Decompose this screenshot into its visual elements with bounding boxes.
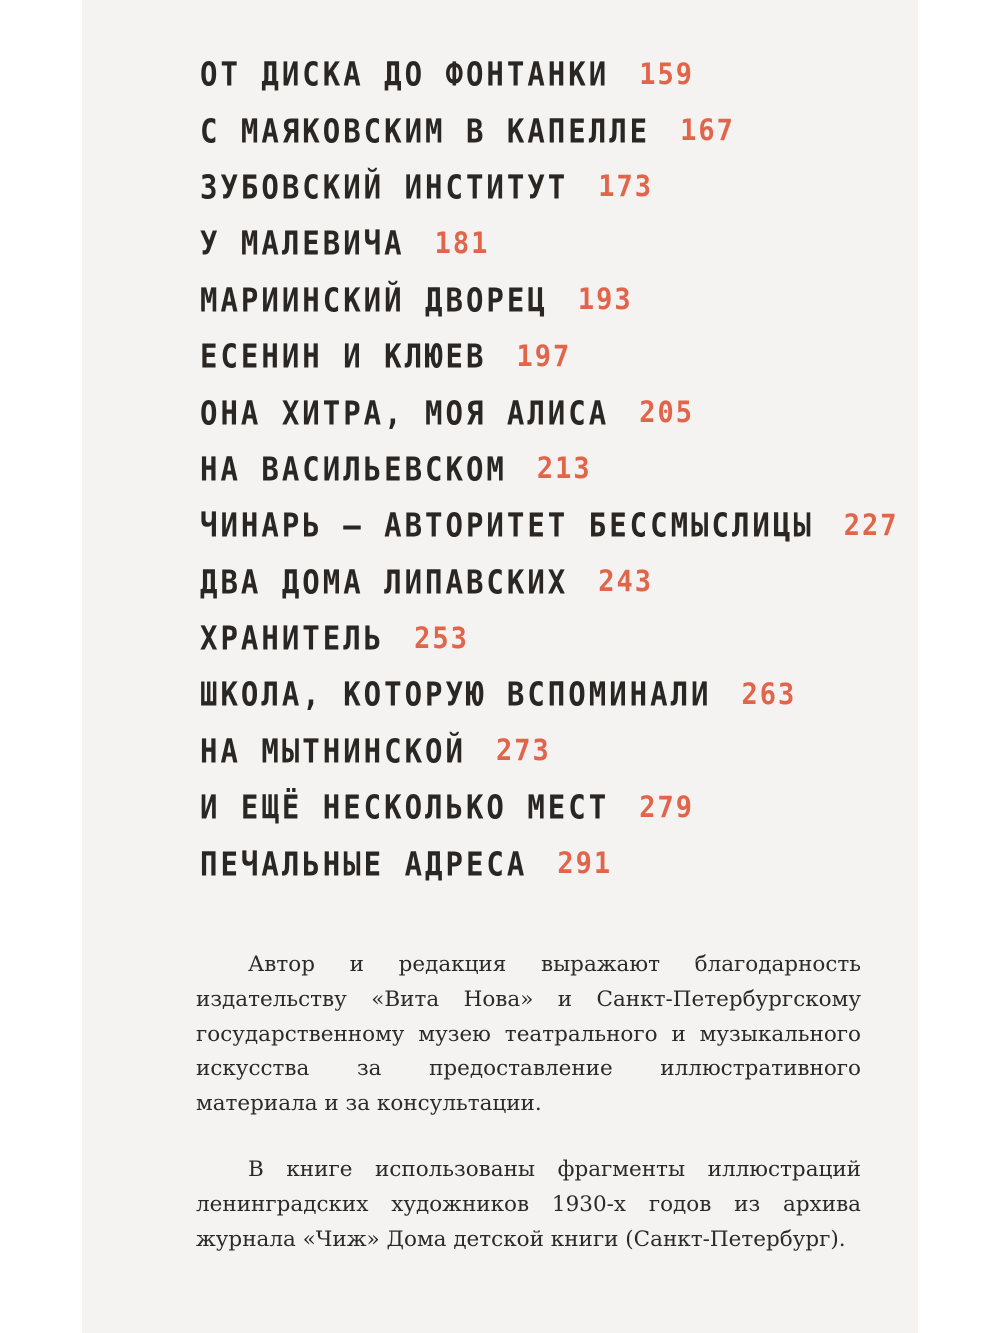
toc-entry-page: 197 [516, 339, 572, 374]
toc-entry-title: ДВА ДОМА ЛИПАВСКИХ [200, 562, 569, 602]
toc-entry [200, 554, 900, 610]
toc-entry-page: 167 [680, 113, 735, 148]
toc-entry-page: 273 [495, 733, 551, 768]
toc-entry-title: НА ВАСИЛЬЕВСКОМ [200, 449, 507, 489]
toc-entry-page: 173 [598, 169, 654, 205]
toc-entry-title: И ЕЩЁ НЕСКОЛЬКО МЕСТ [200, 787, 610, 827]
toc-entry [200, 666, 900, 722]
toc-entry [200, 46, 900, 102]
toc-entry-title: НА МЫТНИНСКОЙ [200, 731, 466, 771]
toc-entry [200, 159, 900, 215]
toc-entry-page: 243 [598, 564, 654, 599]
toc-entry-title: МАРИИНСКИЙ ДВОРЕЦ [200, 280, 548, 320]
toc-entry-title: ЧИНАРЬ – АВТОРИТЕТ БЕССМЫСЛИЦЫ [200, 505, 814, 545]
acknowledgement-paragraph: Автор и редакция выражают благодарность издательству «Вита Нова» и Санкт-Петербургскому государственному музею театрального и музыкального искусства за предоставление иллюстративного материала и за консультации. [196, 952, 861, 1117]
toc-entry-page: 227 [843, 508, 899, 543]
toc-entry [200, 102, 900, 158]
toc-entry-page: 253 [414, 621, 469, 656]
toc-entry-page: 159 [639, 57, 694, 92]
toc-entry-title: ПЕЧАЛЬНЫЕ АДРЕСА [200, 844, 528, 884]
toc-entry-title: ЗУБОВСКИЙ ИНСТИТУТ [200, 167, 569, 207]
toc-entry-title: ШКОЛА, КОТОРУЮ ВСПОМИНАЛИ [200, 674, 712, 715]
toc-entry-page: 263 [741, 677, 797, 712]
toc-entry-page: 181 [434, 226, 490, 261]
toc-entry-page: 291 [557, 846, 613, 881]
toc-entry [200, 779, 900, 835]
toc-entry-title: ЕСЕНИН И КЛЮЕВ [200, 336, 487, 376]
toc-entry [200, 610, 900, 666]
toc-entry [200, 497, 900, 553]
toc-entry [200, 441, 900, 497]
toc-entry-title: ХРАНИТЕЛЬ [200, 618, 385, 658]
toc-entry [200, 723, 900, 779]
table-of-contents [200, 46, 900, 892]
toc-entry-title: С МАЯКОВСКИМ В КАПЕЛЛЕ [200, 111, 651, 151]
toc-entry [200, 328, 900, 384]
toc-entry-page: 213 [536, 451, 592, 486]
toc-entry [200, 384, 900, 440]
toc-entry-page: 279 [639, 790, 694, 825]
toc-entry-title: ОТ ДИСКА ДО ФОНТАНКИ [200, 54, 610, 94]
toc-entry [200, 272, 900, 328]
toc-entry [200, 835, 900, 891]
toc-entry-page: 193 [577, 282, 633, 317]
toc-entry [200, 215, 900, 271]
illustrations-note-paragraph: В книге использованы фрагменты иллюстраций ленинградских художников 1930-х годов из архива журнала «Чиж» Дома детской книги (Санкт-Петербург). [196, 1157, 861, 1252]
toc-entry-title: ОНА ХИТРА, МОЯ АЛИСА [200, 392, 610, 433]
toc-entry-title: У МАЛЕВИЧА [200, 223, 405, 263]
toc-entry-page: 205 [639, 395, 694, 430]
